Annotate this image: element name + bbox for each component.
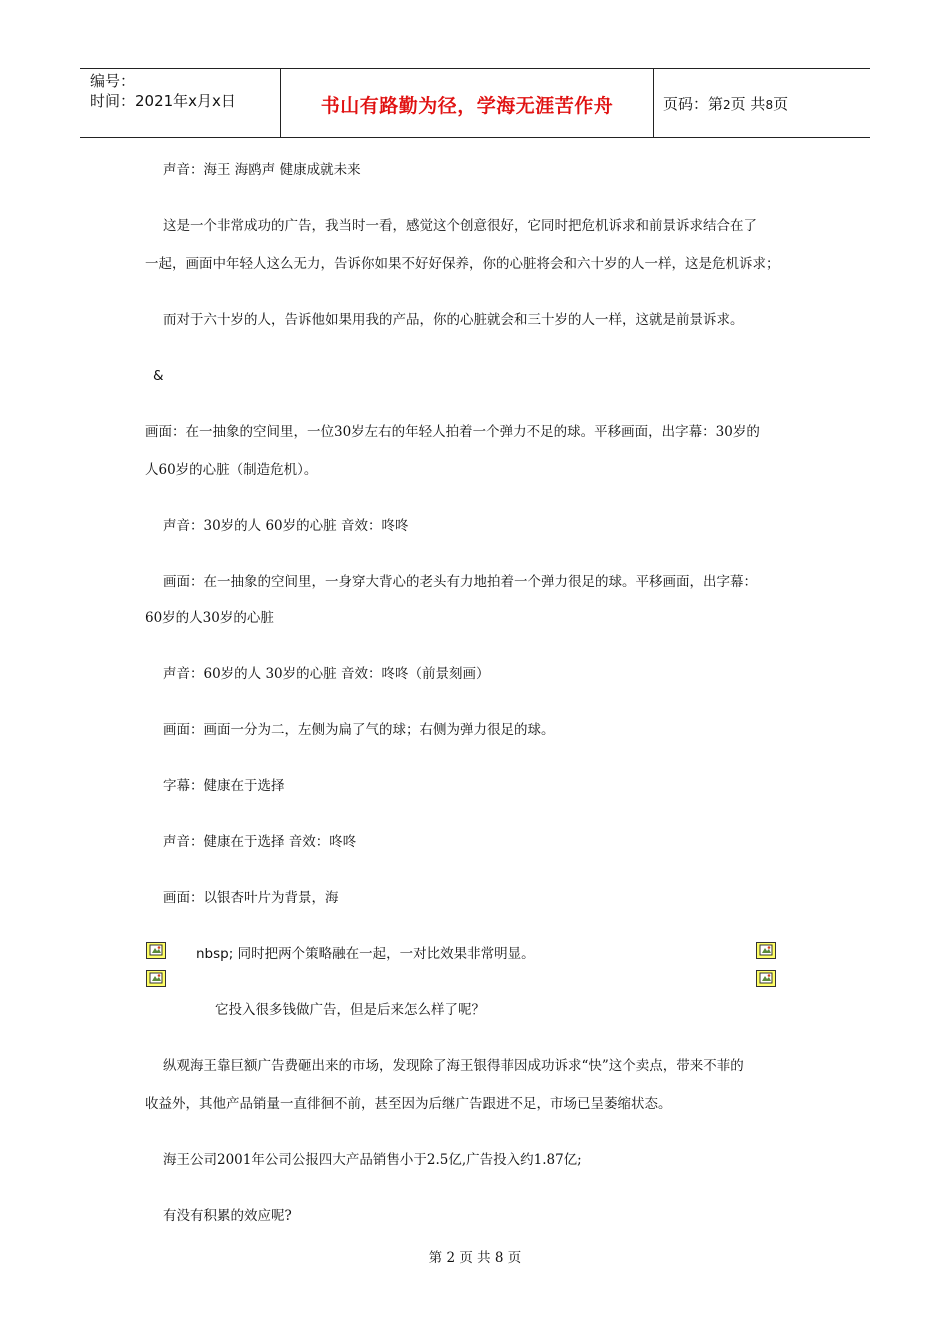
header-motto-cell <box>280 69 654 137</box>
serial-label: 编号： <box>90 72 136 90</box>
date-label: 时间：2021年x月x日 <box>90 92 236 110</box>
paragraph-line: 有没有积累的效应呢? <box>163 1208 292 1224</box>
paragraph-line: 一起，画面中年轻人这么无力，告诉你如果不好好保养，你的心脏将会和六十岁的人一样，这是危机诉求； <box>145 256 780 272</box>
paragraph-line: 人60岁的心脏（制造危机）。 <box>145 462 318 478</box>
paragraph-line: 声音：海王 海鸥声 健康成就未来 <box>163 162 361 178</box>
page-footer: 第 2 页 共 8 页 <box>428 1250 522 1266</box>
paragraph-line: nbsp; 同时把两个策略融在一起，一对比效果非常明显。 <box>196 946 535 962</box>
paragraph-line: 画面：以银杏叶片为背景，海 <box>163 890 339 906</box>
paragraph-line: 声音：60岁的人 30岁的心脏 音效：咚咚（前景刻画） <box>163 666 490 682</box>
paragraph-line: 而对于六十岁的人，告诉他如果用我的产品，你的心脏就会和三十岁的人一样，这就是前景诉求。 <box>163 312 744 328</box>
page-indicator: 页码：第2页 共8页 <box>663 95 789 113</box>
paragraph-line: 画面：在一抽象的空间里，一身穿大背心的老头有力地拍着一个弹力很足的球。平移画面，出字幕： <box>163 574 757 590</box>
paragraph-line: 60岁的人30岁的心脏 <box>145 610 274 626</box>
embedded-object-icon[interactable] <box>756 942 776 959</box>
paragraph-line: 它投入很多钱做广告，但是后来怎么样了呢？ <box>215 1002 485 1018</box>
motto-text: 书山有路勤为径，学海无涯苦作舟 <box>320 95 614 117</box>
paragraph-line: 海王公司2001年公司公报四大产品销售小于2.5亿,广告投入约1.87亿; <box>163 1152 582 1168</box>
paragraph-line: 画面：画面一分为二，左侧为扁了气的球；右侧为弹力很足的球。 <box>163 722 555 738</box>
paragraph-line: 声音：30岁的人 60岁的心脏 音效：咚咚 <box>163 518 409 534</box>
paragraph-line: 纵观海王靠巨额广告费砸出来的市场，发现除了海王银得菲因成功诉求“快”这个卖点，带来不菲的 <box>163 1058 744 1074</box>
embedded-object-icon[interactable] <box>146 942 166 959</box>
paragraph-line: & <box>153 368 164 384</box>
paragraph-line: 画面：在一抽象的空间里，一位30岁左右的年轻人拍着一个弹力不足的球。平移画面，出字幕：30岁的 <box>145 424 760 440</box>
paragraph-line: 收益外，其他产品销量一直徘徊不前，甚至因为后继广告跟进不足，市场已呈萎缩状态。 <box>145 1096 672 1112</box>
embedded-object-icon[interactable] <box>756 970 776 987</box>
paragraph-line: 字幕：健康在于选择 <box>163 778 285 794</box>
header-table <box>80 68 870 138</box>
header-left-cell <box>80 69 280 137</box>
header-page-cell <box>653 69 870 137</box>
paragraph-line: 声音：健康在于选择 音效：咚咚 <box>163 834 357 850</box>
embedded-object-icon[interactable] <box>146 970 166 987</box>
paragraph-line: 这是一个非常成功的广告，我当时一看，感觉这个创意很好，它同时把危机诉求和前景诉求结合在了 <box>163 218 757 234</box>
